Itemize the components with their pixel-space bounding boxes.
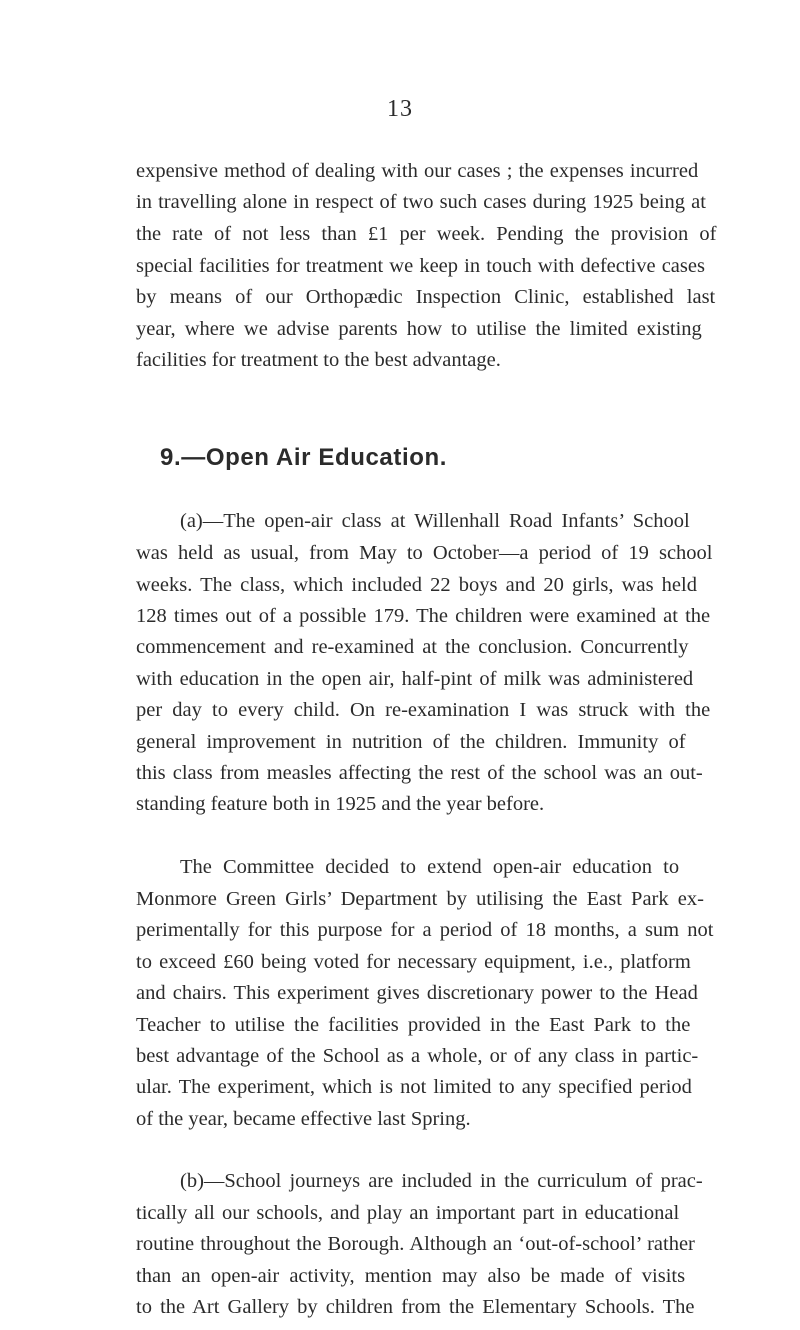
text-line: expensive method of dealing with our cases ; the expenses incurred xyxy=(136,160,699,182)
text-line: of the year, became effective last Spring. xyxy=(136,1108,471,1130)
text-line: (a)—The open-air class at Willenhall Road Infants’ School xyxy=(180,510,690,532)
text-line: to the Art Gallery by children from the Elementary Schools. The xyxy=(136,1296,695,1318)
text-line: weeks. The class, which included 22 boys and 20 girls, was held xyxy=(136,574,697,596)
section-heading: 9.—Open Air Education. xyxy=(160,444,448,471)
text-line: commencement and re-examined at the conclusion. Concurrently xyxy=(136,636,689,658)
text-line: with education in the open air, half-pint of milk was administered xyxy=(136,668,694,690)
text-line: (b)—School journeys are included in the curriculum of prac- xyxy=(180,1170,703,1192)
text-line: perimentally for this purpose for a period of 18 months, a sum not xyxy=(136,919,714,941)
text-line: standing feature both in 1925 and the year before. xyxy=(136,793,545,815)
text-line: in travelling alone in respect of two such cases during 1925 being at xyxy=(136,191,706,213)
text-line: and chairs. This experiment gives discretionary power to the Head xyxy=(136,982,698,1004)
text-line: Teacher to utilise the facilities provided in the East Park to the xyxy=(136,1014,691,1036)
text-line: per day to every child. On re-examination I was struck with the xyxy=(136,699,711,721)
text-line: Monmore Green Girls’ Department by utilising the East Park ex- xyxy=(136,888,704,910)
text-line: than an open-air activity, mention may also be made of visits xyxy=(136,1265,686,1287)
page-number: 13 xyxy=(387,96,413,122)
text-line: facilities for treatment to the best advantage. xyxy=(136,349,501,371)
text-line: was held as usual, from May to October—a period of 19 school xyxy=(136,542,713,564)
text-line: year, where we advise parents how to utilise the limited existing xyxy=(136,318,702,340)
text-line: best advantage of the School as a whole, or of any class in partic- xyxy=(136,1045,699,1067)
text-line: 128 times out of a possible 179. The children were examined at the xyxy=(136,605,711,627)
text-line: The Committee decided to extend open-air education to xyxy=(180,856,680,878)
text-line: by means of our Orthopædic Inspection Clinic, established last xyxy=(136,286,716,308)
text-line: to exceed £60 being voted for necessary equipment, i.e., platform xyxy=(136,951,691,973)
text-line: tically all our schools, and play an important part in educational xyxy=(136,1202,680,1224)
text-line: ular. The experiment, which is not limited to any specified period xyxy=(136,1076,692,1098)
text-line: the rate of not less than £1 per week. Pending the provision of xyxy=(136,223,717,245)
text-line: special facilities for treatment we keep in touch with defective cases xyxy=(136,255,705,277)
text-line: this class from measles affecting the rest of the school was an out- xyxy=(136,762,703,784)
text-line: general improvement in nutrition of the children. Immunity of xyxy=(136,731,686,753)
text-line: routine throughout the Borough. Although an ‘out-of-school’ rather xyxy=(136,1233,695,1255)
